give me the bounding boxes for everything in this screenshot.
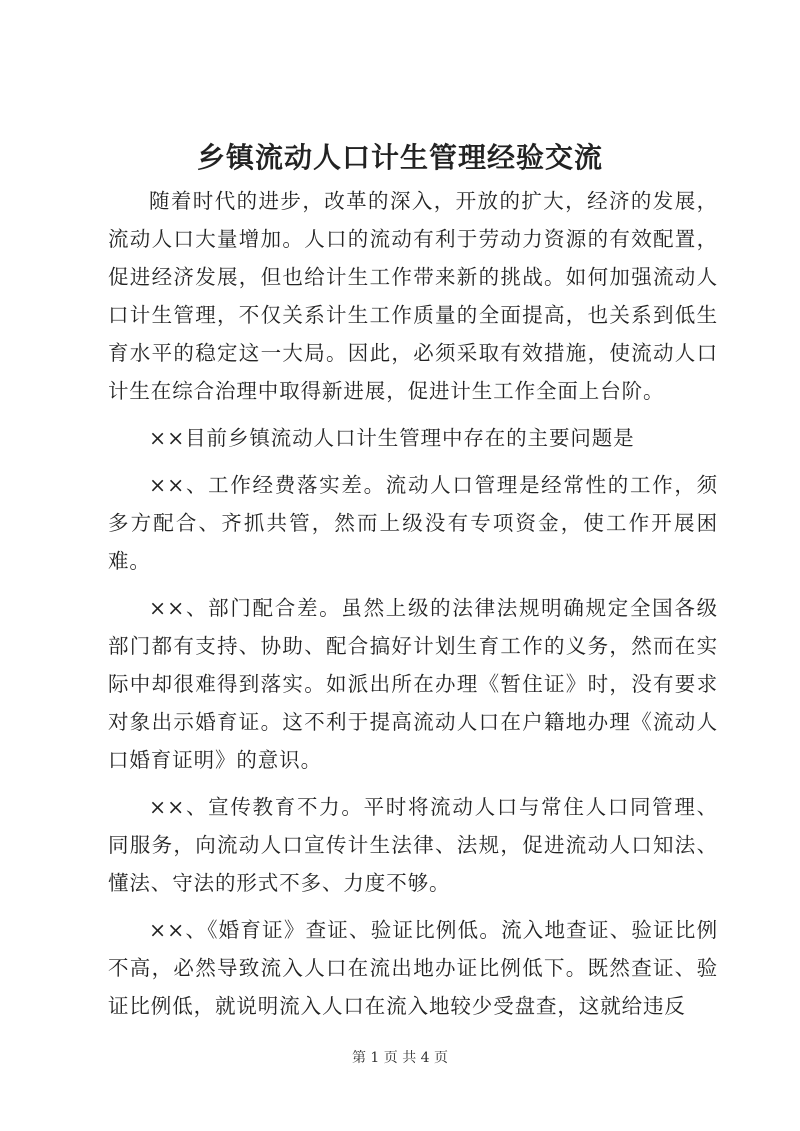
document-title: 乡镇流动人口计生管理经验交流 [196, 141, 603, 174]
document-body [108, 182, 718, 1034]
paragraph-problem-funding: ××、工作经费落实差。流动人口管理是经常性的工作，须多方配合、齐抓共管，然而上级没有专项资金，使工作开展困难。 [108, 473, 718, 573]
paragraph-problem-certificate: ××、《婚育证》查证、验证比例低。流入地查证、验证比例不高，必然导致流入人口在流出地办证比例低下。既然查证、验证比例低，就说明流入人口在流入地较少受盘查，这就给违反 [108, 918, 718, 1018]
paragraph-intro: 随着时代的进步，改革的深入，开放的扩大，经济的发展，流动人口大量增加。人口的流动有利于劳动力资源的有效配置，促进经济发展，但也给计生工作带来新的挑战。如何加强流动人口计生管理，不仅关系计生工作质量的全面提高，也关系到低生育水平的稳定这一大局。因此，必须采取有效措施，使流动人口计生在综合治理中取得新进展，促进计生工作全面上台阶。 [108, 189, 718, 403]
page-footer: 第 1 页 共 4 页 [351, 1050, 449, 1066]
paragraph-problem-publicity: ××、宣传教育不力。平时将流动人口与常住人口同管理、同服务，向流动人口宣传计生法律、法规，促进流动人口知法、懂法、守法的形式不多、力度不够。 [108, 795, 718, 895]
paragraph-problem-coordination: ××、部门配合差。虽然上级的法律法规明确规定全国各级部门都有支持、协助、配合搞好计划生育工作的义务，然而在实际中却很难得到落实。如派出所在办理《暂住证》时，没有要求对象出示婚育证。这不利于提高流动人口在户籍地办理《流动人口婚育证明》的意识。 [108, 596, 718, 772]
paragraph-problems-heading: ××目前乡镇流动人口计生管理中存在的主要问题是 [149, 426, 635, 450]
